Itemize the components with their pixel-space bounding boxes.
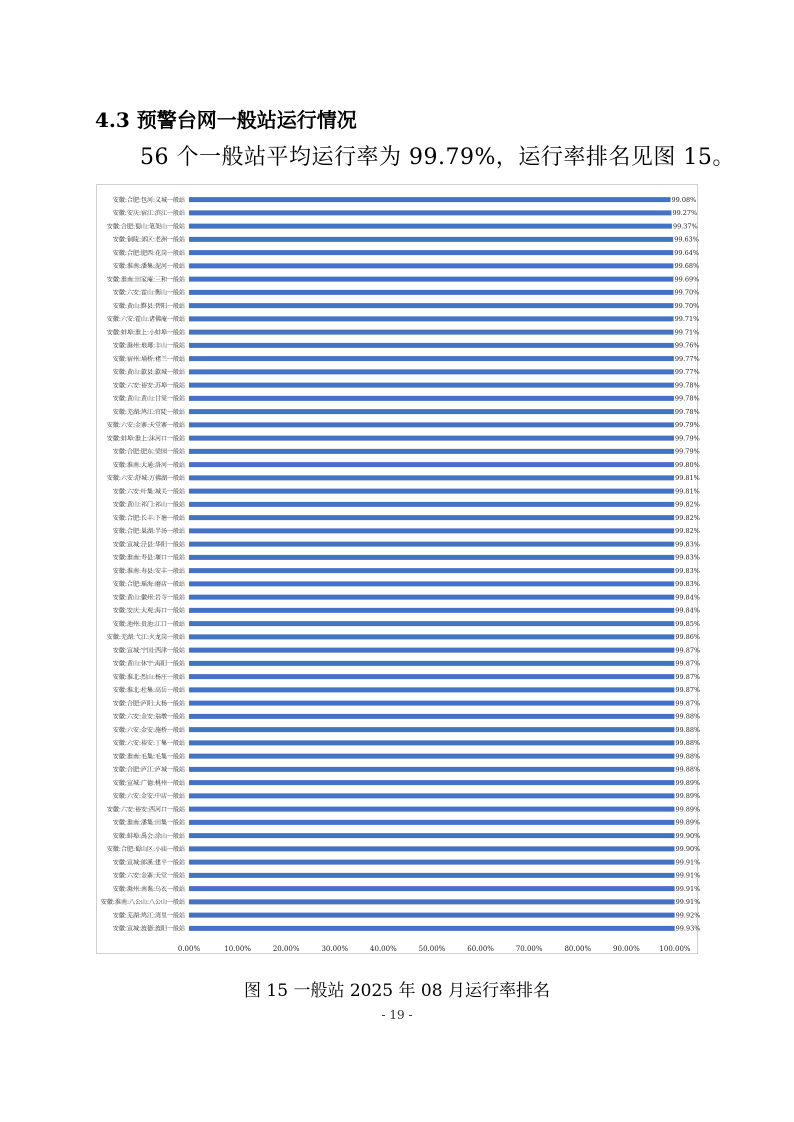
data-label: 99.79% [674, 421, 700, 430]
bar [189, 356, 674, 361]
x-tick-label: 50.00% [418, 945, 446, 953]
bar [189, 833, 675, 838]
bar [189, 899, 675, 904]
data-label: 99.87% [675, 659, 701, 668]
section-heading: 4.3 预警台网一般站运行情况 [95, 108, 357, 132]
bar [189, 343, 674, 348]
bar [189, 449, 674, 454]
bar [189, 224, 672, 229]
data-label: 99.91% [675, 871, 701, 880]
data-label: 99.82% [675, 513, 700, 522]
data-label: 99.63% [674, 235, 699, 244]
data-label: 99.78% [674, 381, 700, 390]
data-label: 99.86% [675, 633, 701, 642]
category-label: 安徽:黄山:徽州:岩寺一般站 [112, 594, 185, 602]
category-label: 安徽:铜陵:郊区:老洲一般站 [112, 236, 185, 244]
bar [189, 793, 674, 798]
data-label: 99.84% [675, 606, 701, 615]
category-label: 安徽:六安:裕安:西河口一般站 [106, 806, 185, 814]
bar [189, 674, 674, 679]
category-label: 安徽:淮南:八公山:八公山一般站 [100, 899, 185, 907]
bar [189, 290, 674, 295]
category-label: 安徽:宿州:埇桥:褚兰一般站 [112, 355, 185, 363]
data-label: 99.88% [675, 752, 701, 761]
category-label: 安徽:安庆:宿江:滨江一般站 [112, 210, 185, 218]
data-label: 99.27% [672, 209, 698, 218]
bar [189, 807, 674, 812]
bar [189, 661, 674, 666]
data-label: 99.78% [674, 394, 700, 403]
data-label: 99.82% [675, 527, 700, 536]
figure-caption: 图 15 一般站 2025 年 08 月运行率排名 [244, 981, 550, 1001]
x-tick-label: 0.00% [177, 945, 201, 953]
category-label: 安徽:蚌埠:淮上:沫河口一般站 [106, 435, 185, 443]
category-label: 安徽:合肥:庐阳:大杨一般站 [112, 700, 185, 708]
bar [189, 767, 674, 772]
data-label: 99.88% [675, 725, 701, 734]
x-tick-label: 60.00% [467, 945, 494, 953]
bar [189, 396, 674, 401]
data-label: 99.88% [675, 712, 701, 721]
category-label: 安徽:安庆:大观:海口一般站 [112, 607, 185, 615]
category-label: 安徽:六安:金安:施桥一般站 [112, 726, 185, 734]
bar [189, 383, 674, 388]
ranking-chart [96, 184, 701, 954]
bar [189, 754, 674, 759]
data-label: 99.88% [675, 739, 701, 748]
category-label: 安徽:六安:霍山:衡山一般站 [112, 289, 185, 297]
category-label: 安徽:六安:金安:中店一般站 [112, 793, 185, 801]
bar [189, 542, 674, 547]
x-tick-label: 20.00% [272, 945, 300, 953]
category-label: 安徽:六安:裕安:丁集一般站 [112, 740, 185, 748]
bar [189, 197, 671, 202]
data-label: 99.90% [675, 845, 701, 854]
bar [189, 462, 674, 467]
summary-paragraph: 56 个一般站平均运行率为 99.79%，运行率排名见图 15。 [140, 145, 735, 170]
data-label: 99.68% [674, 262, 700, 271]
bar [189, 369, 674, 374]
data-label: 99.92% [675, 911, 701, 920]
bar [189, 409, 674, 414]
bar [189, 502, 674, 507]
bar [189, 648, 674, 653]
data-label: 99.78% [674, 407, 700, 416]
data-label: 99.87% [675, 699, 701, 708]
data-label: 99.77% [674, 354, 700, 363]
category-label: 安徽:宣城:旌德:旌阳一般站 [112, 925, 185, 933]
category-label: 安徽:芜湖:弋江:火龙岗一般站 [106, 634, 185, 642]
category-label: 安徽:六安:金寨:天堂寨一般站 [106, 422, 185, 430]
bar [189, 330, 674, 335]
data-label: 99.90% [675, 831, 701, 840]
bar [189, 277, 673, 282]
data-label: 99.87% [675, 672, 701, 681]
category-label: 安徽:蚌埠:禹会:涂山一般站 [112, 832, 185, 840]
x-tick-label: 100.00% [659, 945, 691, 953]
data-label: 99.80% [675, 460, 700, 469]
bar [189, 555, 674, 560]
category-label: 安徽:芜湖:鸠江:湾里一般站 [112, 912, 185, 920]
bar [189, 701, 674, 706]
page-number: - 19 - [381, 1008, 413, 1022]
bar [189, 595, 674, 600]
bar [189, 316, 674, 321]
category-label: 安徽:芜湖:鸠江:官陡一般站 [112, 408, 185, 416]
category-label: 安徽:六安:金寨:天堂一般站 [112, 872, 185, 880]
category-label: 安徽:淮南:毛集:毛集一般站 [112, 753, 185, 761]
data-label: 99.71% [674, 315, 700, 324]
category-label: 安徽:淮南:潘集:田集一般站 [112, 819, 185, 827]
category-label: 安徽:六安:裕安:苏埠一般站 [112, 382, 185, 390]
data-label: 99.77% [674, 368, 700, 377]
data-label: 99.37% [672, 222, 698, 231]
category-label: 安徽:合肥:长丰:下塘一般站 [112, 514, 185, 522]
category-label: 安徽:合肥:肥西:花岗一般站 [112, 249, 185, 257]
category-label: 安徽:六安:金安:翁墩一般站 [112, 713, 185, 721]
ranking-chart-svg [97, 185, 701, 953]
category-label: 安徽:淮北:烈山:杨庄一般站 [112, 673, 185, 681]
category-label: 安徽:淮南:寿县:安丰一般站 [112, 567, 185, 575]
category-label: 安徽:池州:贵池:江口一般站 [112, 620, 185, 628]
bar [189, 568, 674, 573]
x-tick-label: 10.00% [224, 945, 251, 953]
data-label: 99.79% [674, 447, 700, 456]
bar [189, 873, 675, 878]
category-label: 安徽:宣城:广德:桃州一般站 [112, 779, 185, 787]
data-label: 99.83% [675, 540, 700, 549]
bar [189, 740, 674, 745]
data-label: 99.85% [675, 619, 701, 628]
x-tick-label: 40.00% [370, 945, 397, 953]
data-label: 99.93% [675, 924, 701, 933]
bar [189, 210, 671, 215]
category-label: 安徽:合肥:肥东:梁园一般站 [112, 448, 185, 456]
data-label: 99.79% [674, 434, 700, 443]
category-label: 安徽:滁州:琅琊:丰山一般站 [112, 342, 185, 350]
category-label: 安徽:六安:叶集:城关一般站 [112, 488, 185, 496]
bar [189, 608, 674, 613]
data-label: 99.91% [675, 884, 701, 893]
bar [189, 475, 674, 480]
bar [189, 621, 674, 626]
category-label: 安徽:合肥:瑶海:磨店一般站 [112, 581, 185, 589]
bar [189, 634, 674, 639]
bar [189, 489, 674, 494]
bar [189, 422, 674, 427]
x-tick-label: 90.00% [613, 945, 640, 953]
category-label: 安徽:六安:霍山:诸佛庵一般站 [106, 316, 185, 324]
category-label: 安徽:黄山:歙县:歙城一般站 [112, 369, 185, 377]
category-label: 安徽:合肥:蜀山区:小庙一般站 [106, 846, 185, 854]
bar [189, 846, 675, 851]
data-label: 99.81% [675, 474, 700, 483]
data-label: 99.88% [675, 765, 701, 774]
x-tick-label: 70.00% [515, 945, 543, 953]
bar [189, 263, 673, 268]
data-label: 99.89% [675, 778, 701, 787]
category-label: 安徽:黄山:祁门:祁山一般站 [112, 501, 185, 509]
bar [189, 581, 674, 586]
data-label: 99.83% [675, 580, 700, 589]
category-label: 安徽:六安:舒城:万佛湖一般站 [106, 475, 185, 483]
x-tick-label: 30.00% [321, 945, 349, 953]
data-label: 99.91% [675, 858, 701, 867]
bar [189, 820, 674, 825]
category-label: 安徽:淮南:潘集:泥河一般站 [112, 263, 185, 271]
data-label: 99.71% [674, 328, 700, 337]
category-label: 安徽:淮南:寿县:堰口一般站 [112, 554, 185, 562]
data-label: 99.91% [675, 898, 701, 907]
category-label: 安徽:滁州:南谯:乌衣一般站 [112, 885, 185, 893]
x-tick-label: 80.00% [564, 945, 592, 953]
bar [189, 886, 675, 891]
bar [189, 913, 675, 918]
data-label: 99.89% [675, 805, 701, 814]
data-label: 99.81% [675, 487, 700, 496]
category-label: 安徽:蚌埠:淮上:小蚌埠一般站 [106, 329, 185, 337]
category-label: 安徽:合肥:蜀山:笔架山一般站 [106, 223, 185, 231]
data-label: 99.69% [674, 275, 700, 284]
data-label: 99.64% [674, 248, 700, 257]
data-label: 99.83% [675, 553, 700, 562]
category-label: 安徽:黄山:黄山:甘棠一般站 [112, 395, 185, 403]
category-label: 安徽:合肥:包河:义城一般站 [112, 196, 185, 204]
bar [189, 860, 675, 865]
data-label: 99.87% [675, 686, 701, 695]
data-label: 99.70% [674, 288, 700, 297]
data-label: 99.89% [675, 792, 701, 801]
category-label: 安徽:淮南:大通:洛河一般站 [112, 461, 185, 469]
bar [189, 926, 675, 931]
bar [189, 237, 673, 242]
category-label: 安徽:合肥:庐江:庐城一般站 [112, 766, 185, 774]
data-label: 99.89% [675, 818, 701, 827]
bar [189, 436, 674, 441]
category-label: 安徽:淮南:田家庵:三和一般站 [106, 276, 185, 284]
data-label: 99.87% [675, 646, 701, 655]
bar [189, 687, 674, 692]
bar [189, 250, 673, 255]
bar [189, 515, 674, 520]
category-label: 安徽:宣城:郎溪:建平一般站 [112, 859, 185, 867]
data-label: 99.08% [671, 195, 697, 204]
data-label: 99.70% [674, 301, 700, 310]
category-label: 安徽:黄山:休宁:海阳一般站 [112, 660, 185, 668]
category-label: 安徽:宣城:泾县:华阳一般站 [112, 541, 185, 549]
bar [189, 727, 674, 732]
category-label: 安徽:宣城:宁国:西津一般站 [112, 647, 185, 655]
category-label: 安徽:合肥:巢湖:半汤一般站 [112, 528, 185, 536]
bar [189, 303, 674, 308]
bar [189, 780, 674, 785]
data-label: 99.84% [675, 593, 701, 602]
bar [189, 714, 674, 719]
category-label: 安徽:黄山:黟县:碧阳一般站 [112, 302, 185, 310]
bar [189, 528, 674, 533]
category-label: 安徽:淮北:杜集:高岳一般站 [112, 687, 185, 695]
data-label: 99.82% [675, 500, 700, 509]
data-label: 99.76% [674, 341, 700, 350]
data-label: 99.83% [675, 566, 700, 575]
